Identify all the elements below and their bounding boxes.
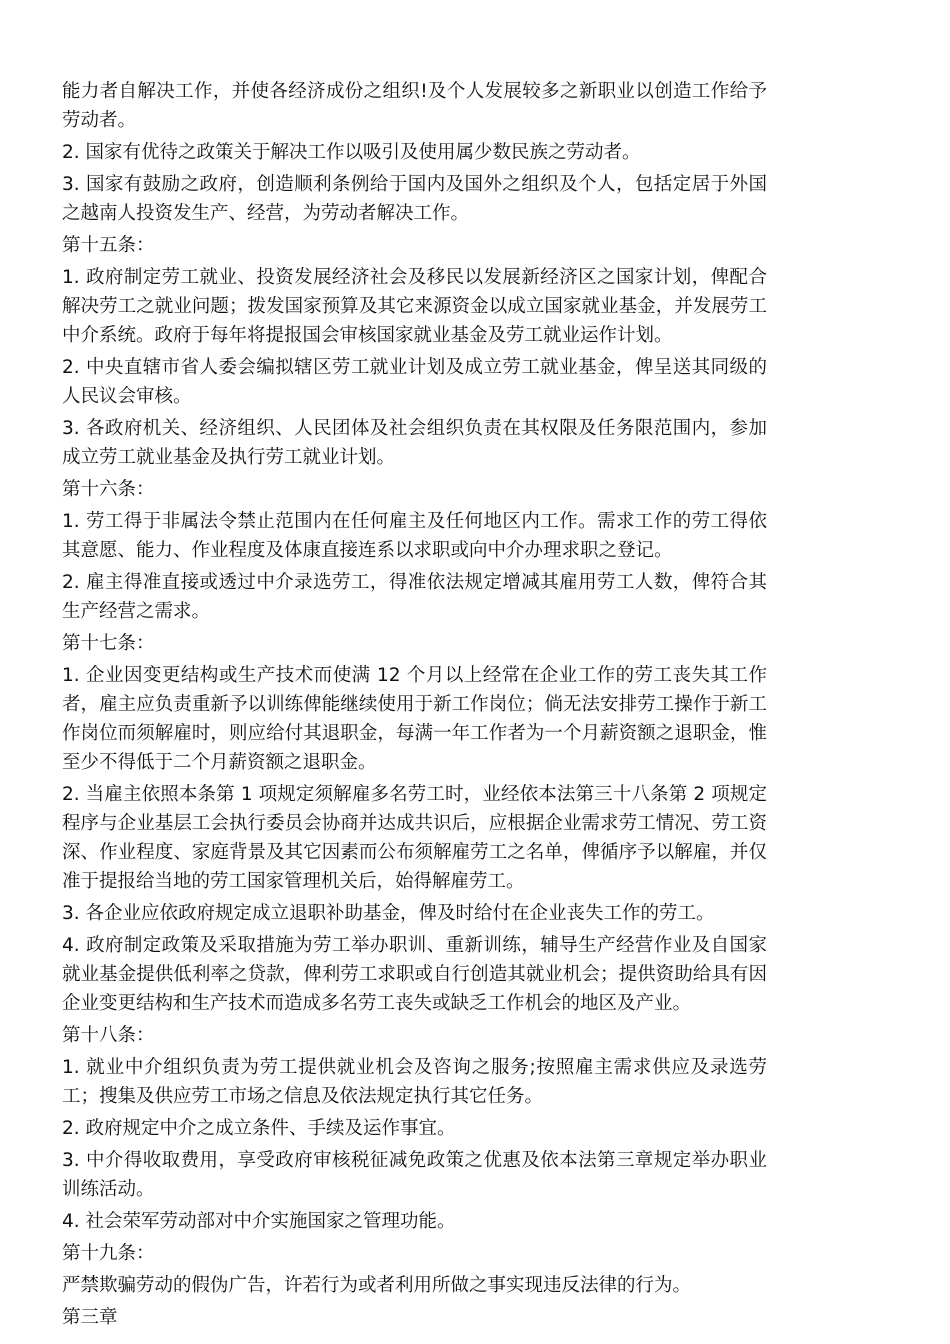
paragraph: 2. 雇主得准直接或透过中介录选劳工，得准依法规定增减其雇用劳工人数，俾符合其生产经营之需求。	[62, 572, 767, 622]
article-heading: 第十七条：	[62, 633, 155, 654]
paragraph: 严禁欺骗劳动的假伪广告，许若行为或者利用所做之事实现违反法律的行为。	[62, 1275, 692, 1296]
paragraph: 3. 各政府机关、经济组织、人民团体及社会组织负责在其权限及任务限范围内，参加成立劳工就业基金及执行劳工就业计划。	[62, 418, 767, 468]
paragraph: 3. 各企业应依政府规定成立退职补助基金，俾及时给付在企业丧失工作的劳工。	[62, 903, 715, 924]
paragraph: 1. 企业因变更结构或生产技术而使满 12 个月以上经常在企业工作的劳工丧失其工作者，雇主应负责重新予以训练俾能继续使用于新工作岗位；倘无法安排劳工操作于新工作岗位而须解雇时，则应给付其退职金，每满一年工作者为一个月薪资额之退职金，惟至少不得低于二个月薪资额之退职金。	[62, 665, 767, 773]
paragraph: 1. 就业中介组织负责为劳工提供就业机会及咨询之服务;按照雇主需求供应及录选劳工；搜集及供应劳工市场之信息及依法规定执行其它任务。	[62, 1057, 767, 1107]
document-body	[62, 77, 767, 1335]
paragraph: 4. 社会荣军劳动部对中介实施国家之管理功能。	[62, 1211, 456, 1232]
paragraph: 能力者自解决工作，并使各经济成份之组织!及个人发展较多之新职业以创造工作给予劳动者。	[62, 81, 767, 131]
paragraph: 3. 中介得收取费用，享受政府审核税征减免政策之优惠及依本法第三章规定举办职业训练活动。	[62, 1150, 767, 1200]
article-heading: 第十六条：	[62, 479, 155, 500]
paragraph: 4. 政府制定政策及采取措施为劳工举办职训、重新训练，辅导生产经营作业及自国家就业基金提供低利率之贷款，俾利劳工求职或自行创造其就业机会；提供资助给具有因企业变更结构和生产技术而造成多名劳工丧失或缺乏工作机会的地区及产业。	[62, 935, 767, 1014]
paragraph: 2. 国家有优待之政策关于解决工作以吸引及使用属少数民族之劳动者。	[62, 142, 641, 163]
paragraph: 1. 政府制定劳工就业、投资发展经济社会及移民以发展新经济区之国家计划，俾配合解决劳工之就业问题；拨发国家预算及其它来源资金以成立国家就业基金，并发展劳工中介系统。政府于每年将提报国会审核国家就业基金及劳工就业运作计划。	[62, 267, 767, 346]
chapter-heading: 第三章	[62, 1307, 118, 1328]
paragraph: 2. 政府规定中介之成立条件、手续及运作事宜。	[62, 1118, 456, 1139]
article-heading: 第十九条：	[62, 1243, 155, 1264]
paragraph: 3. 国家有鼓励之政府，创造顺利条例给于国内及国外之组织及个人，包括定居于外国之越南人投资发生产、经营，为劳动者解决工作。	[62, 174, 767, 224]
article-heading: 第十八条：	[62, 1025, 155, 1046]
paragraph: 2. 中央直辖市省人委会编拟辖区劳工就业计划及成立劳工就业基金，俾呈送其同级的人民议会审核。	[62, 357, 767, 407]
paragraph: 2. 当雇主依照本条第 1 项规定须解雇多名劳工时，业经依本法第三十八条第 2 项规定程序与企业基层工会执行委员会协商并达成共识后，应根据企业需求劳工情况、劳工资深、作业程度、家庭背景及其它因素而公布须解雇劳工之名单，俾循序予以解雇，并仅准于提报给当地的劳工国家管理机关后，始得解雇劳工。	[62, 784, 767, 892]
article-heading: 第十五条：	[62, 235, 155, 256]
paragraph: 1. 劳工得于非属法令禁止范围内在任何雇主及任何地区内工作。需求工作的劳工得依其意愿、能力、作业程度及体康直接连系以求职或向中介办理求职之登记。	[62, 511, 767, 561]
